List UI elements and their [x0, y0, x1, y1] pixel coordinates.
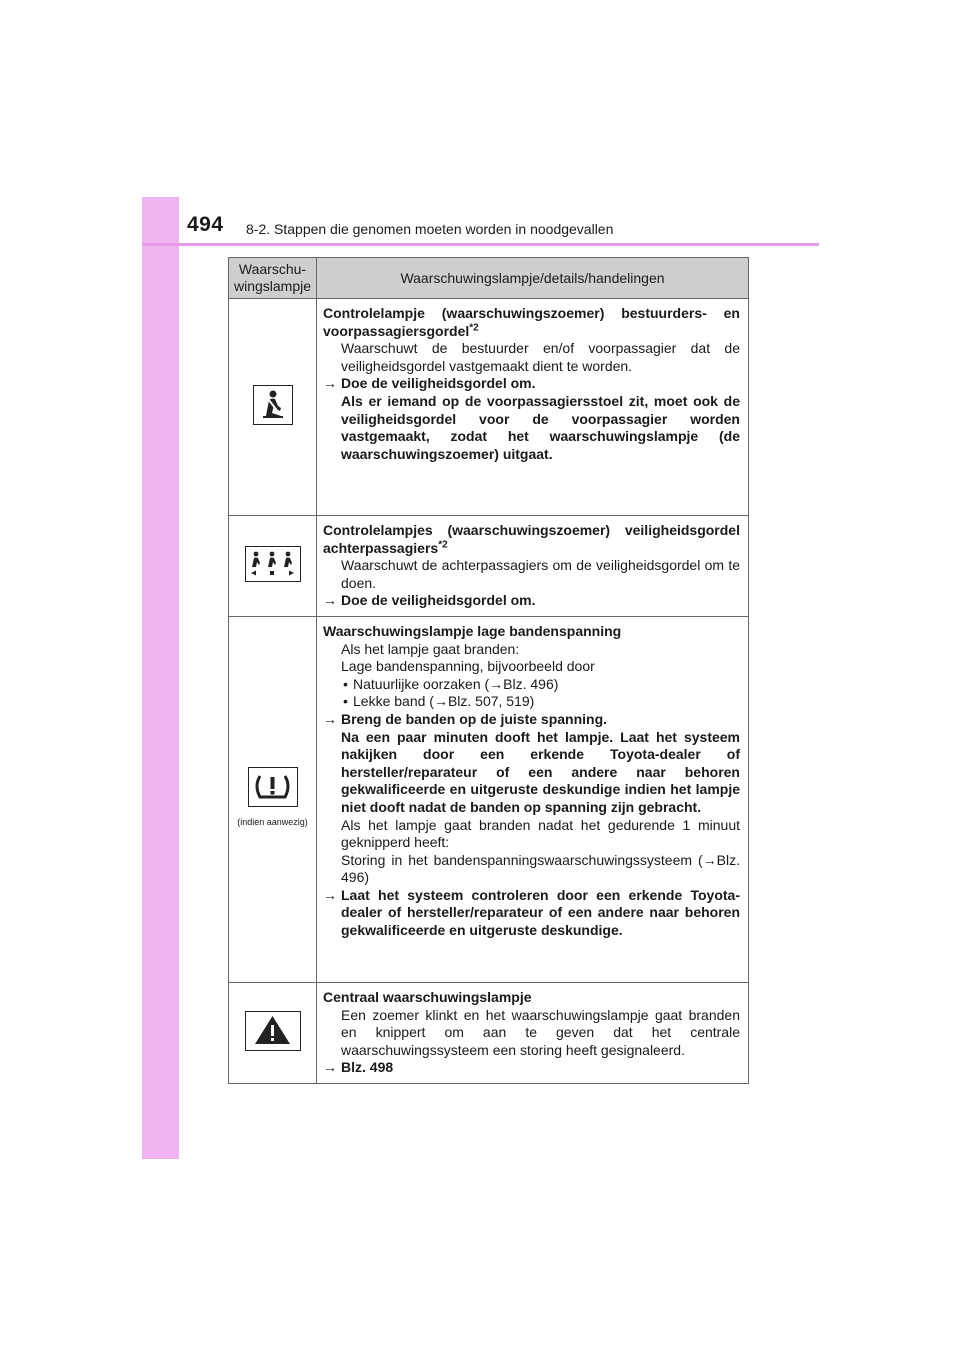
tire-pressure-icon	[248, 767, 298, 807]
row-text: Lage bandenspanning, bijvoorbeeld door	[341, 658, 595, 675]
page-number: 494	[187, 213, 224, 236]
row-action-detail: Na een paar minuten dooft het lampje. Laat het systeem nakijken door een erkende Toyota-dealer of hersteller/reparateur of een andere naar behoren gekwalificeerde en uitgeruste deskundige indien het lampje niet dooft nadat de banden op spanning zijn gebracht.	[341, 728, 740, 815]
icon-note: (indien aanwezig)	[237, 817, 308, 828]
section-title: 8-2. Stappen die genomen moeten worden in noodgevallen	[246, 221, 614, 237]
table-row	[229, 299, 749, 516]
icon-cell	[229, 516, 317, 617]
row-title: Controlelampje (waarschuwingszoemer) bestuurders- en voorpassagiersgordel$^{*2}$	[323, 305, 740, 339]
bullet-item: • Lekke band (→Blz. 507, 519)	[323, 693, 740, 711]
row-description: Een zoemer klinkt en het waarschuwingslampje gaat branden en knippert om aan te geven dat het centrale waarschuwingssysteem een storing heeft gesignaleerd.	[341, 1006, 740, 1058]
row-title: Centraal waarschuwingslampje	[323, 988, 532, 1005]
row-title: Controlelampjes (waarschuwingszoemer) veiligheidsgordel achterpassagiers$^{*2}$	[323, 522, 740, 556]
master-warning-icon	[245, 1011, 301, 1051]
row-action: → Doe de veiligheidsgordel om.	[323, 592, 536, 609]
icon-cell	[229, 616, 317, 982]
side-tab-bar	[142, 197, 179, 1159]
details-cell	[317, 516, 749, 617]
details-cell	[317, 616, 749, 982]
table-row	[229, 982, 749, 1083]
details-cell	[317, 982, 749, 1083]
row-description: Waarschuwt de bestuurder en/of voorpassagier dat de veiligheidsgordel vastgemaakt dient te worden.	[341, 340, 740, 374]
row-action: → Doe de veiligheidsgordel om.	[323, 375, 536, 392]
driver-seatbelt-icon	[253, 385, 293, 425]
rear-seatbelts-icon	[245, 546, 301, 582]
row-description: Waarschuwt de achterpassagiers om de veiligheidsgordel om te doen.	[341, 557, 740, 591]
col-header-details: Waarschuwingslampje/details/handelingen	[317, 258, 749, 299]
table-row	[229, 516, 749, 617]
table-header-row	[229, 258, 749, 299]
table-row	[229, 616, 749, 982]
row-action: → Blz. 498	[323, 1059, 394, 1076]
icon-cell	[229, 982, 317, 1083]
icon-cell	[229, 299, 317, 516]
header-rule	[142, 243, 819, 246]
row-text: Storing in het bandenspanningswaarschuwingssysteem (→Blz. 496)	[341, 851, 740, 886]
bullet-item: • Natuurlijke oorzaken (→Blz. 496)	[323, 676, 740, 694]
row-action: → Breng de banden op de juiste spanning.	[323, 710, 608, 727]
row-text: Als het lampje gaat branden nadat het gedurende 1 minuut geknipperd heeft:	[341, 816, 740, 851]
warning-light-table	[228, 257, 749, 1084]
col-header-light: Waarschu- wingslampje	[229, 258, 317, 299]
row-title: Waarschuwingslampje lage bandenspanning	[323, 622, 622, 639]
row-action: → Laat het systeem controleren door een erkende Toyota-dealer of hersteller/reparateur of een andere naar behoren gekwalificeerde en uitgeruste deskundige.	[323, 886, 740, 939]
row-text: Als het lampje gaat branden:	[341, 640, 520, 657]
row-action-detail: Als er iemand op de voorpassagiersstoel zit, moet ook de veiligheidsgordel voor de voorpassagier worden vastgemaakt, zodat het waarschuwingslampje (de waarschuwingszoemer) uitgaat.	[341, 392, 740, 462]
details-cell	[317, 299, 749, 516]
